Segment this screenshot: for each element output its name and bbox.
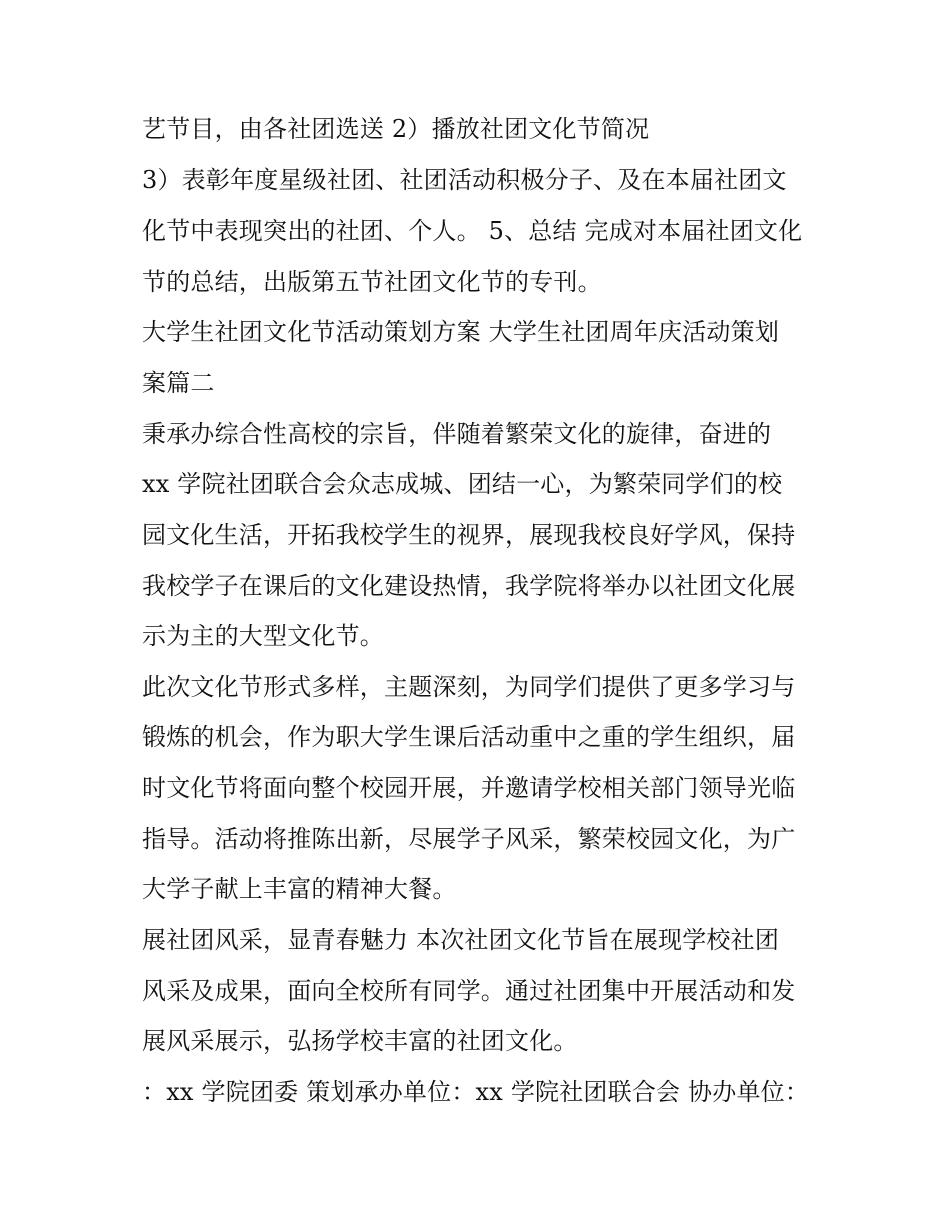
- text-line: 展风采展示，弘扬学校丰富的社团文化。: [142, 1027, 578, 1055]
- text-line: 大学子献上丰富的精神大餐。: [142, 875, 457, 903]
- text-line: 秉承办综合性高校的宗旨，伴随着繁荣文化的旋律，奋进的: [142, 420, 772, 448]
- text-line: 园文化生活，开拓我校学生的视界，展现我校良好学风，保持: [142, 521, 796, 549]
- text-line: 时文化节将面向整个校园开展，并邀请学校相关部门领导光临: [142, 774, 796, 802]
- text-line: 指导。活动将推陈出新，尽展学子风采，繁荣校园文化，为广: [142, 825, 796, 853]
- text-line: 我校学子在课后的文化建设热情，我学院将举办以社团文化展: [142, 572, 796, 600]
- text-line: ：xx 学院团委 策划承办单位：xx 学院社团联合会 协办单位：: [142, 1078, 810, 1106]
- text-line: 此次文化节形式多样，主题深刻，为同学们提供了更多学习与: [142, 673, 796, 701]
- text-line: 艺节目，由各社团选送 2）播放社团文化节简况: [142, 115, 650, 143]
- text-line: 风采及成果，面向全校所有同学。通过社团集中开展活动和发: [142, 977, 796, 1005]
- text-line: 锻炼的机会，作为职大学生课后活动重中之重的学生组织，届: [142, 723, 796, 751]
- text-line: 3）表彰年度星级社团、社团活动积极分子、及在本届社团文: [142, 166, 787, 194]
- text-line: 节的总结，出版第五节社团文化节的专刊。: [142, 268, 602, 296]
- text-line: 大学生社团文化节活动策划方案 大学生社团周年庆活动策划: [142, 318, 780, 346]
- text-line: 展社团风采，显青春魅力 本次社团文化节旨在展现学校社团: [142, 926, 780, 954]
- text-line: 示为主的大型文化节。: [142, 622, 384, 650]
- text-line: 案篇二: [142, 369, 215, 397]
- text-line: xx 学院社团联合会众志成城、团结一心，为繁荣同学们的校: [142, 470, 783, 498]
- text-line: 化节中表现突出的社团、个人。 5、总结 完成对本届社团文化: [142, 217, 803, 245]
